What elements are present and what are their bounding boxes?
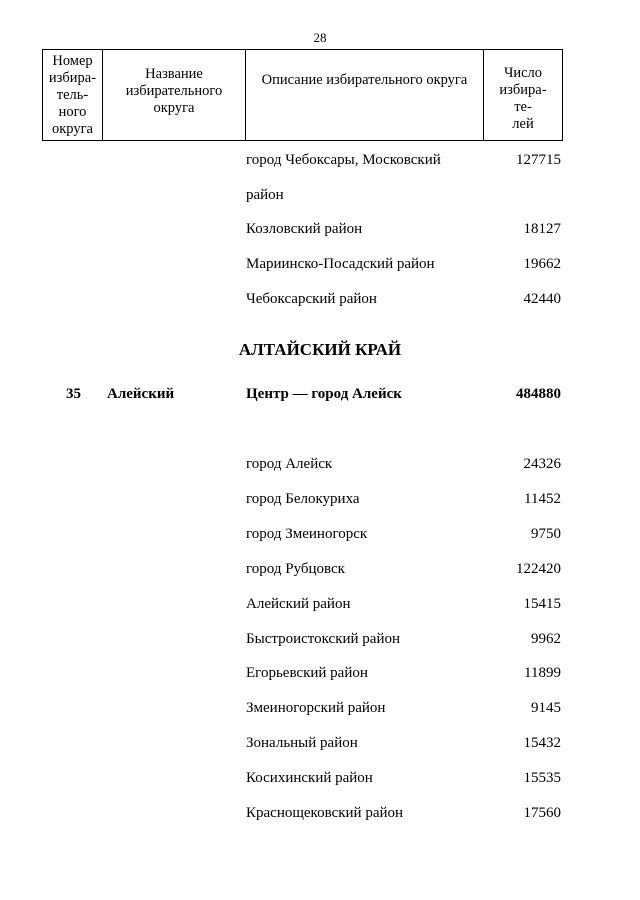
district-number: 35 — [66, 386, 81, 402]
table-row-description: Егорьевский район — [246, 665, 368, 681]
table-row-description: Краснощековский район — [246, 805, 404, 821]
page-number: 28 — [313, 30, 327, 45]
table-row-description: Косихинский район — [246, 770, 373, 786]
table-row-value: 15432 — [523, 735, 561, 751]
header-voter-count: Число избира- те- лей — [484, 50, 563, 141]
table-row-value: 11452 — [524, 491, 561, 507]
district-name: Алейский — [107, 386, 175, 402]
table-row-description: район — [246, 187, 284, 203]
table-row-value: 15415 — [523, 596, 561, 612]
header-district-description: Описание избирательного округа — [246, 50, 484, 141]
table-header — [42, 49, 563, 141]
table-row-value: 19662 — [523, 256, 561, 272]
table-row-description: Алейский район — [246, 596, 351, 612]
table-row-description: Мариинско-Посадский район — [246, 256, 435, 272]
table-row-value: 11899 — [524, 665, 561, 681]
table-row-value: 9750 — [531, 526, 561, 542]
table-row-description: город Белокуриха — [246, 491, 360, 507]
table-row-description: Козловский район — [246, 221, 363, 237]
header-district-number: Номер избира- тель- ного округа — [43, 50, 103, 141]
section-title: АЛТАЙСКИЙ КРАЙ — [238, 340, 402, 359]
district-center: Центр — город Алейск — [246, 386, 402, 402]
table-row-description: Чебоксарский район — [246, 291, 377, 307]
table-row-value: 15535 — [523, 770, 561, 786]
table-row-value: 127715 — [516, 152, 561, 168]
table-row-description: Быстроистокский район — [246, 631, 401, 647]
table-row-description: Зональный район — [246, 735, 358, 751]
table-row-value: 122420 — [516, 561, 561, 577]
table-row-description: город Чебоксары, Московский — [246, 152, 441, 168]
header-district-name: Название избирательного округа — [103, 50, 246, 141]
table-row-value: 9145 — [531, 700, 561, 716]
table-row-value: 18127 — [523, 221, 561, 237]
table-row-description: Змеиногорский район — [246, 700, 386, 716]
table-row-value: 9962 — [531, 631, 561, 647]
table-row-description: город Змеиногорск — [246, 526, 368, 542]
table-row-description: город Рубцовск — [246, 561, 345, 577]
table-row-value: 24326 — [523, 456, 561, 472]
table-row-value: 42440 — [523, 291, 561, 307]
table-row-description: город Алейск — [246, 456, 333, 472]
table-row-value: 17560 — [523, 805, 561, 821]
district-total: 484880 — [516, 386, 561, 402]
